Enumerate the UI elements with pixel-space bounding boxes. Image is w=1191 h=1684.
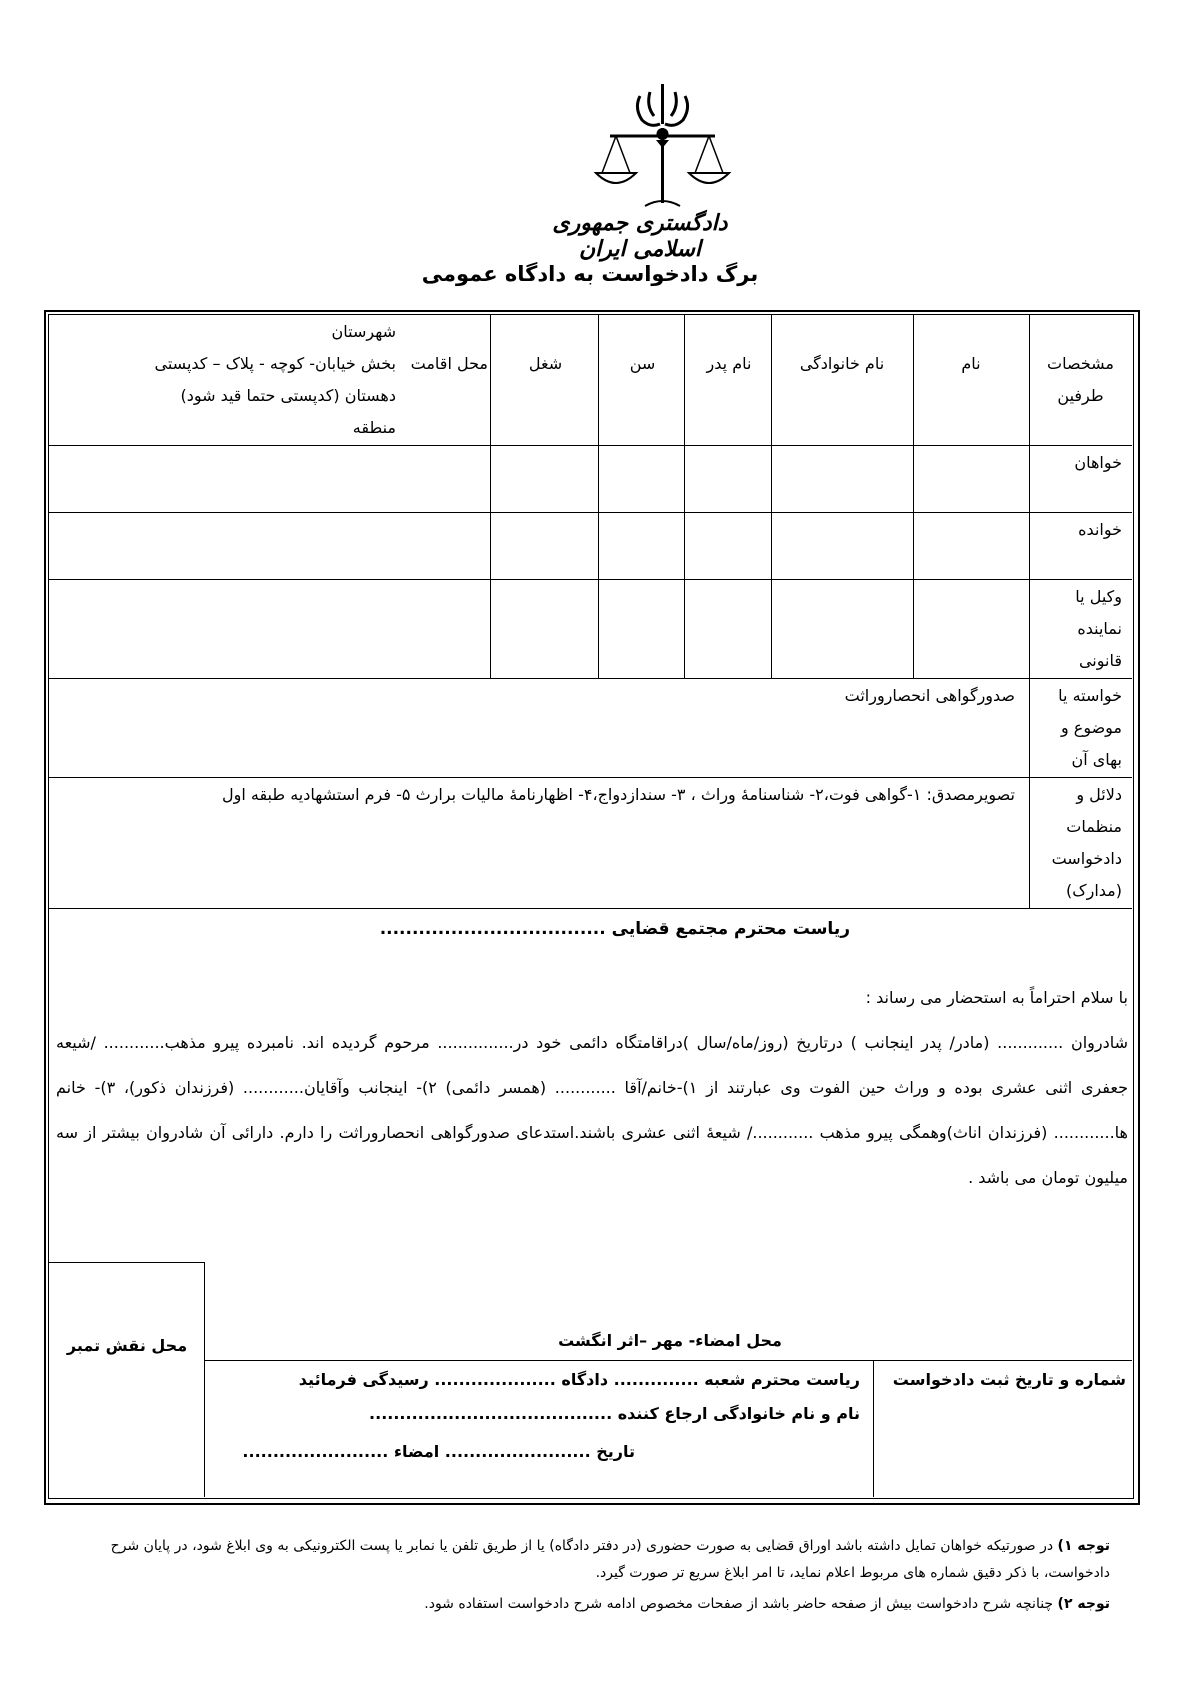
row-defendant: خوانده — [1078, 520, 1122, 539]
note-1-label: توجه ۱) — [1057, 1538, 1110, 1554]
letter-heading: ریاست محترم مجتمع قضایی ................................... — [379, 919, 850, 939]
organization-name: دادگستری جمهوری اسلامی ایران — [552, 210, 728, 262]
stamp-place: محل نقش تمبر — [66, 1336, 188, 1355]
letter-body-block — [56, 975, 1128, 1200]
row-plaintiff: خواهان — [1074, 453, 1122, 472]
note-2-text: چنانچه شرح دادخواست بیش از صفحه حاضر باشد از صفحات مخصوص ادامه شرح دادخواست استفاده شود. — [424, 1596, 1058, 1612]
evidence-label: دلائل و منظمات دادخواست (مدارک) — [1051, 785, 1122, 900]
note-1-text: در صورتیکه خواهان تمایل داشته باشد اوراق قضایی به صورت حضوری (در دفتر دادگاه) یا از طریق تلفن یا نمابر یا پست الکترونیکی به وی ابلاغ شود، در پایان شرح دادخواست، با ذکر دقیق شماره های مربوط اعلام نماید، تا امر ابلاغ سریع تر صورت گیرد. — [110, 1538, 1110, 1581]
header-parties-spec: مشخصات طرفین — [1047, 354, 1114, 405]
note-2-label: توجه ۲) — [1057, 1596, 1110, 1612]
header-father-name: نام پدر — [706, 354, 752, 373]
header-family-name: نام خانوادگی — [799, 354, 885, 373]
judiciary-emblem-icon — [590, 78, 735, 218]
residence-line-4: منطقه — [352, 418, 396, 437]
header-residence: محل اقامت — [410, 354, 488, 373]
claim-label: خواسته یا موضوع و بهای آن — [1058, 686, 1122, 769]
letter-body: شادروان ............. (مادر/ پدر اینجانب ) درتاریخ (روز/ماه/سال )دراقامتگاه دائمی خود در............... مرحوم گردیده اند. نامبرده پیرو مذهب............ /شیعه جعفری اثنی عشری بوده و وراث حین الفوت وی عبارتند از ۱)-خانم/آقا ............ (همسر دائمی) ۲)- اینجانب وآقایان............ (فرزندان ذکور)، ۳)- خانم ها............ (فرزندان اناث)وهمگی پیرو مذهب ............/ شیعهٔ اثنی عشری باشند.استدعای صدورگواهی انحصاروراثت را دارم. دارائی آن شادروان بیشتر از سه میلیون تومان می باشد . — [56, 1033, 1129, 1187]
row-lawyer: وکیل یا نماینده قانونی — [1075, 587, 1122, 670]
registration-number-date: شماره و تاریخ ثبت دادخواست — [892, 1370, 1126, 1389]
referral-line-3: تاریخ ........................ امضاء ........................ — [242, 1442, 635, 1461]
signature-place: محل امضاء- مهر –اثر انگشت — [558, 1331, 782, 1350]
header-name: نام — [961, 354, 981, 373]
note-1 — [80, 1533, 1110, 1587]
referral-line-2: نام و نام خانوادگی ارجاع کننده ........................................ — [369, 1404, 860, 1423]
note-2 — [80, 1591, 1110, 1618]
claim-value: صدورگواهی انحصاروراثت — [844, 686, 1015, 705]
page-title: برگ دادخواست به دادگاه عمومی — [421, 262, 759, 286]
referral-line-1: ریاست محترم شعبه .............. دادگاه .................... رسیدگی فرمائید — [298, 1370, 860, 1389]
form-frame-inner — [48, 314, 1134, 1499]
header-age: سن — [629, 354, 656, 373]
residence-line-3: دهستان (کدپستی حتما قید شود) — [180, 386, 396, 405]
residence-line-1: شهرستان — [331, 322, 396, 341]
residence-line-2: بخش خیابان- کوچه - پلاک – کدپستی — [154, 354, 396, 373]
letter-greeting: با سلام احتراماً به استحضار می رساند : — [865, 988, 1128, 1007]
evidence-value: تصویرمصدق: ۱-گواهی فوت،۲- شناسنامهٔ وراث ، ۳- سنداز‌دواج،۴- اظهارنامهٔ مالیات برارث ۵- فرم استشهادیه طبقه اول — [222, 785, 1015, 804]
header-occupation: شغل — [528, 354, 563, 373]
